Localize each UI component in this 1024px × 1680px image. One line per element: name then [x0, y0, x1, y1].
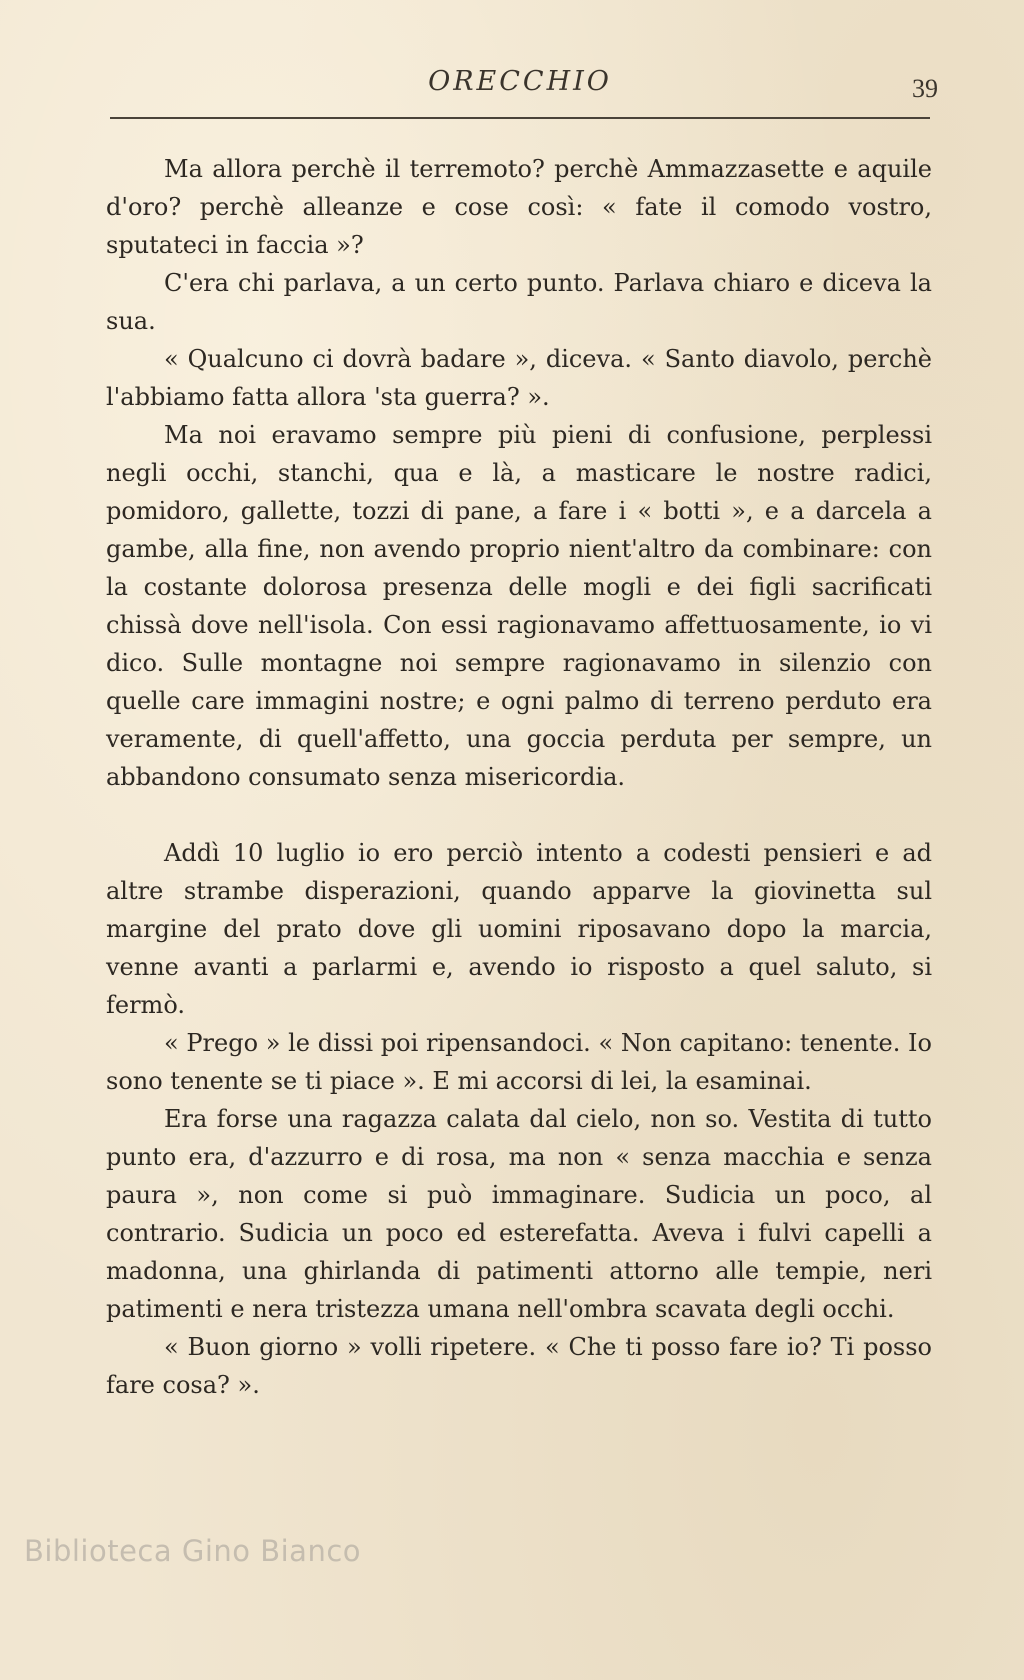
paragraph: « Prego » le dissi poi ripensandoci. « Non capitano: tenente. Io sono tenente se ti piace ». E mi accorsi di lei, la esaminai. — [106, 1029, 932, 1095]
page-number: 39 — [912, 74, 938, 103]
paragraph: Ma noi eravamo sempre più pieni di confusione, perplessi negli occhi, stanchi, qua e là, a masticare le nostre radici, pomidoro, gallette, tozzi di pane, a fare i « botti », e a darcela a gambe, alla fine, non avendo proprio nient'altro da combinare: con la costante dolorosa presenza delle mogli e dei figli sacrificati chissà dove nell'isola. Con essi ragionavamo affettuosamente, io vi dico. Sulle montagne noi sempre ragionavamo in silenzio con quelle care immagini nostre; e ogni palmo di terreno perduto era veramente, di quell'affetto, una goccia perduta per sempre, un abbandono consumato senza misericordia. — [106, 421, 932, 791]
header-rule — [110, 117, 930, 119]
paragraph: « Buon giorno » volli ripetere. « Che ti posso fare io? Ti posso fare cosa? ». — [106, 1333, 932, 1399]
paragraph: C'era chi parlava, a un certo punto. Parlava chiaro e diceva la sua. — [106, 269, 932, 335]
paragraph: « Qualcuno ci dovrà badare », diceva. « Santo diavolo, perchè l'abbiamo fatta allora 'sta guerra? ». — [106, 345, 932, 411]
body-text — [106, 150, 932, 1404]
running-title: ORECCHIO — [428, 66, 612, 97]
paragraph: Era forse una ragazza calata dal cielo, non so. Vestita di tutto punto era, d'azzurro e di rosa, ma non « senza macchia e senza paura », non come si può immaginare. Sudicia un poco, al contrario. Sudicia un poco ed esterefatta. Aveva i fulvi capelli a madonna, una ghirlanda di patimenti attorno alle tempie, neri patimenti e nera tristezza umana nell'ombra scavata degli occhi. — [106, 1105, 932, 1323]
library-watermark: Biblioteca Gino Bianco — [24, 1534, 362, 1568]
paragraph: Ma allora perchè il terremoto? perchè Ammazzasette e aquile d'oro? perchè alleanze e cose così: « fate il comodo vostro, sputateci in faccia »? — [106, 155, 932, 259]
page-header — [110, 62, 938, 122]
paragraph: Addì 10 luglio io ero perciò intento a codesti pensieri e ad altre strambe disperazioni, quando apparve la giovinetta sul margine del prato dove gli uomini riposavano dopo la marcia, venne avanti a parlarmi e, avendo io risposto a quel saluto, si fermò. — [106, 839, 932, 1019]
